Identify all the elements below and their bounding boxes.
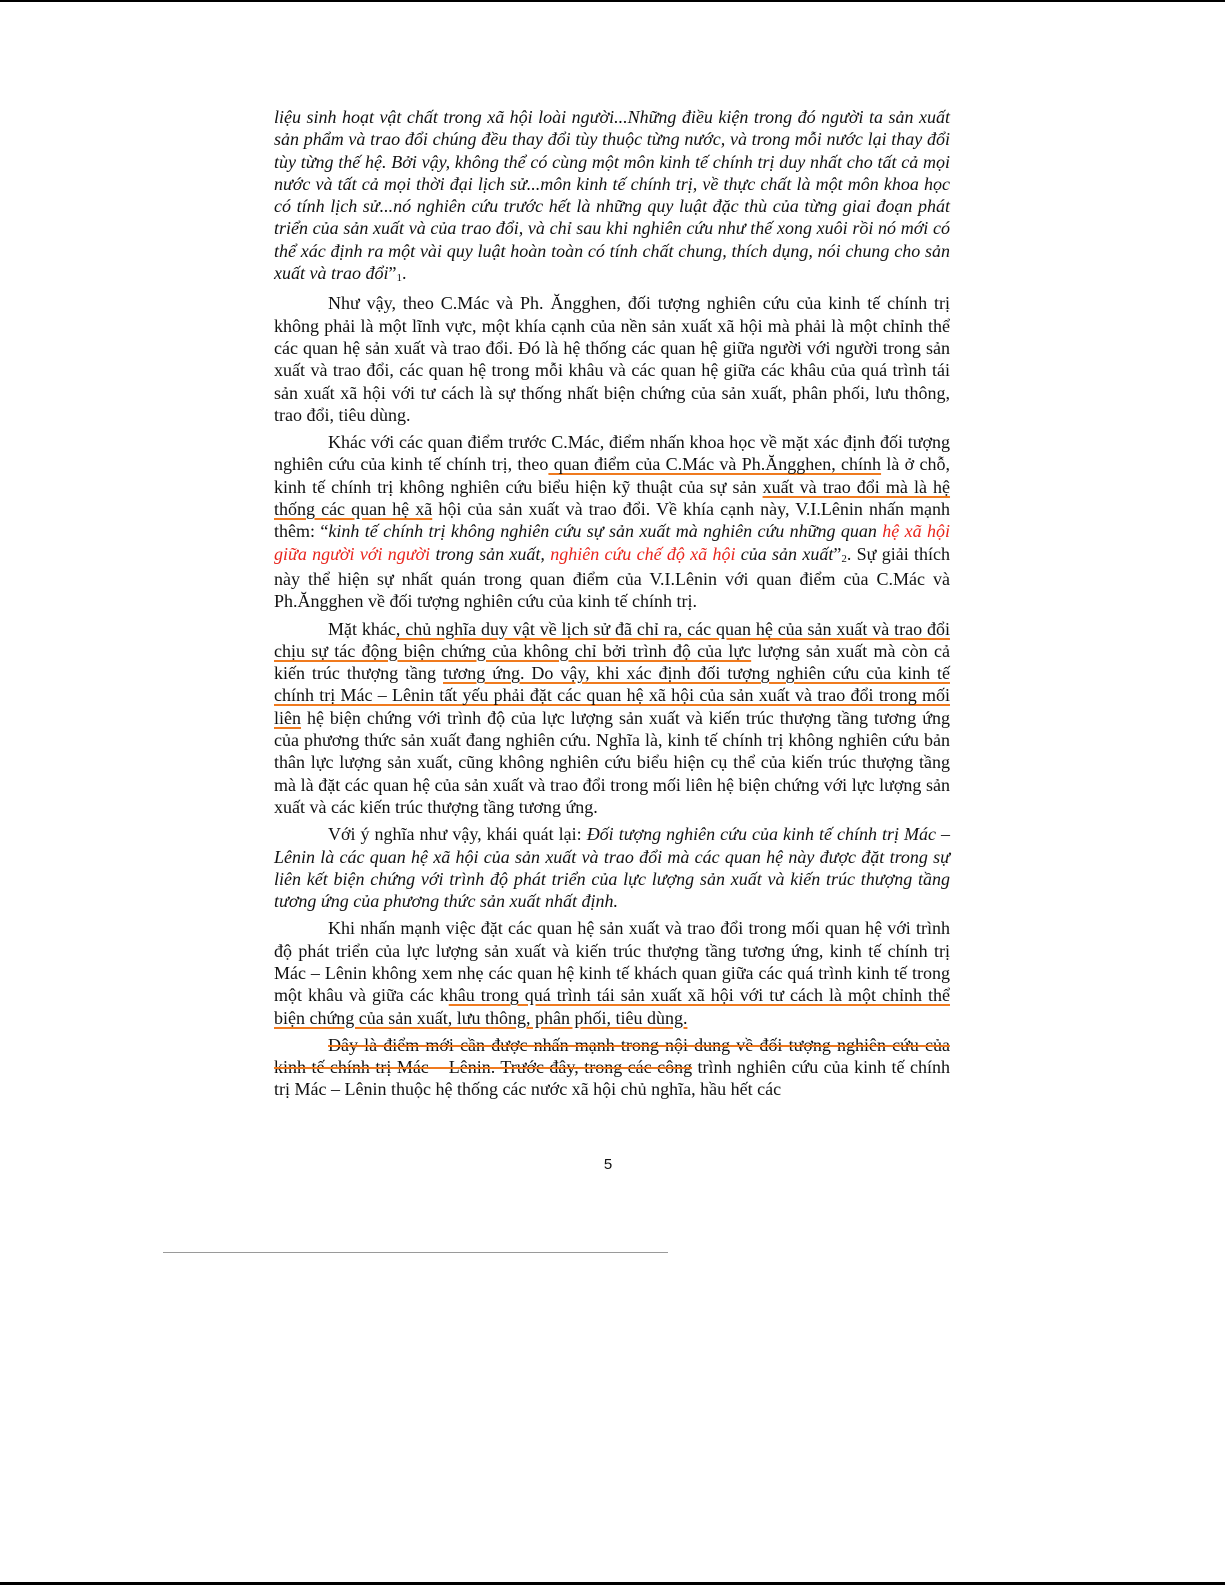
p4-segment-a: Mặt khác [328, 618, 396, 639]
p3-lenin-quote-b: trong sản xuất, [430, 543, 551, 564]
paragraph-reproduction [274, 917, 950, 1028]
p6-segment-a: Khi nhấn mạnh việc đặt các quan hệ sản xuất và trao đổi trong mối quan hệ với trình độ phát triển của lực lượng sản xuất và kiến trúc thượng tầng tương ứng, kinh tế chính trị Mác – Lênin không xem nhẹ các quan hệ kinh tế khách quan giữa các quá trình kinh tế trong một khâu và giữa các k [274, 918, 950, 1006]
page-number: 5 [603, 1156, 613, 1173]
p5-segment-a: Với ý nghĩa như vậy, khái quát lại: [328, 824, 587, 845]
quote-close-mark: ” [388, 263, 397, 284]
paragraph-generalization [274, 823, 950, 912]
quote-paragraph: liệu sinh hoạt vật chất trong xã hội loài người...Những điều kiện trong đó người ta sản xuất sản phẩm và trao đổi chúng đều thay đổi tùy thuộc từng nước, và trong mỗi nước lại thay đổi tùy từng thế hệ. Bởi vậy, không thể có cùng một môn kinh tế chính trị duy nhất cho tất cả mọi nước và tất cả mọi thời đại lịch sử...môn kinh tế chính trị, về thực chất là một môn khoa học có tính lịch sử...nó nghiên cứu trước hết là những quy luật đặc thù của từng giai đoạn phát triển của sản xuất và của trao đổi, và chỉ sau khi nghiên cứu như thế xong xuôi rồi nó mới có thể xác định ra một vài quy luật hoàn toàn có tính chất chung, thích dụng, nói chung cho sản xuất và trao đổi”1. [274, 107, 950, 285]
p3-lenin-quote-a: kinh tế chính trị không nghiên cứu sự sản xuất mà nghiên cứu những quan [328, 521, 883, 542]
paragraph-new-point [274, 1034, 950, 1101]
paragraph-historical-materialism [274, 618, 950, 819]
p4-segment-e: hệ biện chứng với trình độ của lực lượng sản xuất và kiến trúc thượng tầng tương ứng của phương thức sản xuất đang nghiên cứu. Nghĩa là, kinh tế chính trị không nghiên cứu bản thân lực lượng sản xuất, cũng không nghiên cứu biểu hiện cụ thể của kiến trúc thượng tầng mà là đặt các quan hệ của sản xuất và trao đổi trong mối liên hệ biện chứng với lực lượng sản xuất và các kiến trúc thượng tầng tương ứng. [274, 707, 950, 817]
p3-quote-close: ” [833, 543, 842, 564]
p3-lenin-quote-c: của sản xuất [735, 543, 834, 564]
p3-segment-e: hội của sản xuất và trao đổi. Về khía cạnh này, V.I.Lênin nhấn mạnh thêm: “ [274, 499, 951, 542]
p3-segment-c: là ở chỗ, kinh tế chính trị không nghiên cứu biểu hiện kỹ thuật của sự sản [274, 454, 950, 497]
p3-highlight-1: quan điểm của C.Mác và Ph.Ăngghen, chính [548, 454, 882, 475]
p7-struck-segment: Đây là điểm mới cần được nhấn mạnh trong nội dung về đối tượng nghiên cứu của kinh tế chính trị Mác – Lênin. Trước đây, trong các công [274, 1034, 950, 1078]
document-body [274, 106, 950, 1106]
page-divider [163, 1252, 668, 1253]
p4-segment-c: lượng sản xuất mà còn cả kiến trúc thượng tầng [274, 640, 950, 684]
quote-text: liệu sinh hoạt vật chất trong xã hội loài người...Những điều kiện trong đó người ta sản xuất sản phẩm và trao đổi chúng đều thay đổi tùy thuộc từng nước, và trong mỗi nước lại thay đổi tùy từng thế hệ. Bởi vậy, không thể có cùng một môn kinh tế chính trị duy nhất cho tất cả mọi nước và tất cả mọi thời đại lịch sử...môn kinh tế chính trị, về thực chất là một môn khoa học có tính lịch sử...nó nghiên cứu trước hết là những quy luật đặc thù của từng giai đoạn phát triển của sản xuất và của trao đổi, và chỉ sau khi nghiên cứu như thế xong xuôi rồi nó mới có thể xác định ra một vài quy luật hoàn toàn có tính chất chung, thích dụng, nói chung cho sản xuất và trao đổi [274, 107, 950, 284]
paragraph-2-text: Như vậy, theo C.Mác và Ph. Ăngghen, đối tượng nghiên cứu của kinh tế chính trị không phải là một lĩnh vực, một khía cạnh của nền sản xuất xã hội mà phải là một chỉnh thể các quan hệ sản xuất và trao đổi. Đó là hệ thống các quan hệ giữa người với người trong sản xuất và trao đổi, các quan hệ trong mỗi khâu và các quan hệ giữa các khâu của quá trình tái sản xuất xã hội với tư cách là sự thống nhất biện chứng của sản xuất, phân phối, lưu thông, trao đổi, tiêu dùng. [274, 293, 950, 425]
p4-highlight-1: , chủ nghĩa duy vật về lịch sử đã chỉ ra, các quan hệ của sản xuất và trao đổi chịu sự tác động biện chứng của không chỉ bởi trình độ của lực [274, 618, 950, 661]
p4-highlight-2: tương ứng. Do vậy, khi xác định đối tượng nghiên cứu của kinh tế chính trị Mác – Lênin tất yếu phải đặt các quan hệ xã hội của sản xuất và trao đổi trong mối liên [274, 663, 950, 728]
p3-highlight-2: xuất và trao đổi mà là hệ thống các quan hệ xã [274, 476, 951, 520]
p6-highlight: hâu trong quá trình tái sản xuất xã hội với tư cách là một chỉnh thể biện chứng của sản xuất, lưu thông, phân phối, tiêu dùng. [274, 985, 950, 1028]
p3-segment-l: . Sự giải thích này thể hiện sự nhất quán trong quan điểm của V.I.Lênin với quan điểm của C.Mác và Ph.Ăngghen về đối tượng nghiên cứu của kinh tế chính trị. [274, 543, 951, 612]
p3-segment-a: Khác với các quan điểm trước C.Mác, điểm nhấn khoa học về mặt xác định đối tượng nghiên cứu của kinh tế chính trị, theo [274, 432, 950, 475]
p3-red-emphasis-2: nghiên cứu chế độ xã hội [550, 543, 736, 564]
footnote-ref-2[interactable]: 2 [841, 552, 847, 565]
p3-red-emphasis-1: hệ xã hội giữa người với người [274, 521, 951, 564]
p5-definition-italic: Đối tượng nghiên cứu của kinh tế chính trị Mác – Lênin là các quan hệ xã hội của sản xuất và trao đổi mà các quan hệ này được đặt trong sự liên kết biện chứng với trình độ phát triển của lực lượng sản xuất và kiến trúc thượng tầng tương ứng của phương thức sản xuất nhất định. [274, 824, 951, 912]
top-edge-line [0, 0, 1225, 2]
paragraph-lenin-emphasis [274, 431, 950, 612]
p7-segment-b: trình nghiên cứu của kinh tế chính trị Mác – Lênin thuộc hệ thống các nước xã hội chủ nghĩa, hầu hết các [274, 1057, 950, 1100]
paragraph-object-definition [274, 292, 950, 426]
footnote-ref-1[interactable]: 1 [396, 272, 402, 285]
